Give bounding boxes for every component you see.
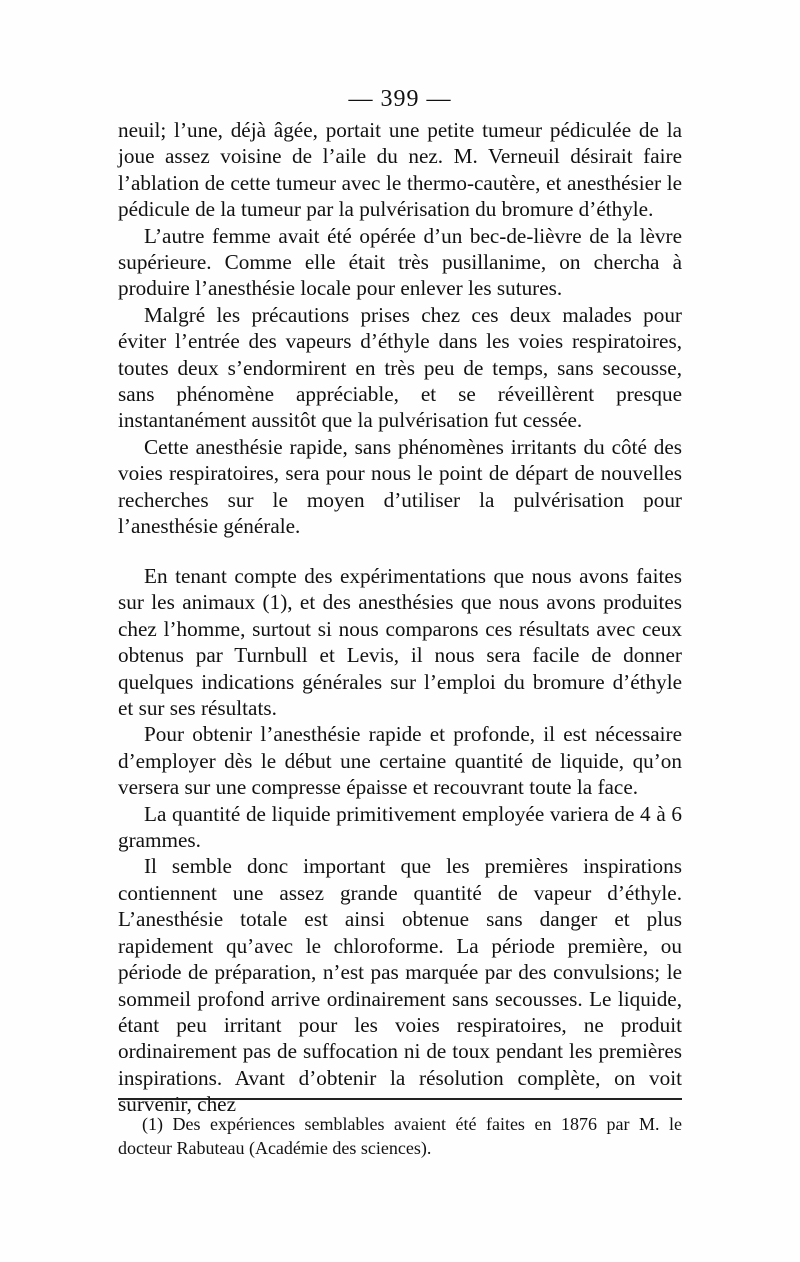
text-section-2: [118, 563, 682, 1118]
paragraph-rapid-anesthesia: Cette anesthésie rapide, sans phénomènes irritants du côté des voies respiratoires, sera pour nous le point de départ de nouvelles recherches sur le moyen d’utiliser la pulvérisation pour l’anesthésie générale.: [118, 434, 682, 539]
paragraph-deep-anesthesia: Pour obtenir l’anesthésie rapide et profonde, il est nécessaire d’employer dès le début une certaine quantité de liquide, qu’on versera sur une compresse épaisse et recouvrant toute la face.: [118, 722, 682, 800]
paragraph-precautions: Malgré les précautions prises chez ces deux malades pour éviter l’entrée des vapeurs d’éthyle dans les voies respiratoires, toutes deux s’endormirent en très peu de temps, sans secousse, sans phénomène appréciable, et se réveillèrent presque instantanément aussitôt que la pulvérisation fut cessée.: [118, 302, 682, 433]
paragraph-lip-surgery: L’autre femme avait été opérée d’un bec-de-lièvre de la lèvre supérieure. Comme elle était très pusillanime, on chercha à produire l’anesthésie locale pour enlever les sutures.: [118, 223, 682, 301]
paragraph-continuation: neuil; l’une, déjà âgée, portait une petite tumeur pédiculée de la joue assez voisine de l’aile du nez. M. Verneuil désirait faire l’ablation de cette tumeur avec le thermo-cautère, et anesthésier le pédicule de la tumeur par la pulvérisation du bromure d’éthyle.: [118, 118, 682, 222]
paragraph-quantity: La quantité de liquide primitivement employée variera de 4 à 6 grammes.: [118, 801, 682, 853]
page-number: — 399 —: [348, 86, 452, 112]
paragraph-experiments: En tenant compte des expérimentations que nous avons faites sur les animaux (1), et des anesthésies que nous avons produites chez l’homme, surtout si nous comparons ces résultats avec ceux obtenus par Turnbull et Levis, il nous sera facile de donner quelques indications générales sur l’emploi du bromure d’éthyle et sur ses résultats.: [118, 564, 682, 721]
paragraph-inspirations: Il semble donc important que les premières inspirations contiennent une assez grande quantité de vapeur d’éthyle. L’anesthésie totale est ainsi obtenue sans danger et plus rapidement qu’avec le chloroforme. La période première, ou période de préparation, n’est pas marquée par des convulsions; le sommeil profond arrive ordinairement sans secousses. Le liquide, étant peu irritant pour les voies respiratoires, ne produit ordinairement pas de suffocation ni de toux pendant les premières inspirations. Avant d’obtenir la résolution complète, on voit survenir, chez: [118, 854, 682, 1117]
text-section-1: [118, 117, 682, 540]
footnote-divider: [118, 1098, 682, 1100]
footnote: (1) Des expériences semblables avaient été faites en 1876 par M. le docteur Rabuteau (Académie des sciences).: [118, 1114, 682, 1158]
